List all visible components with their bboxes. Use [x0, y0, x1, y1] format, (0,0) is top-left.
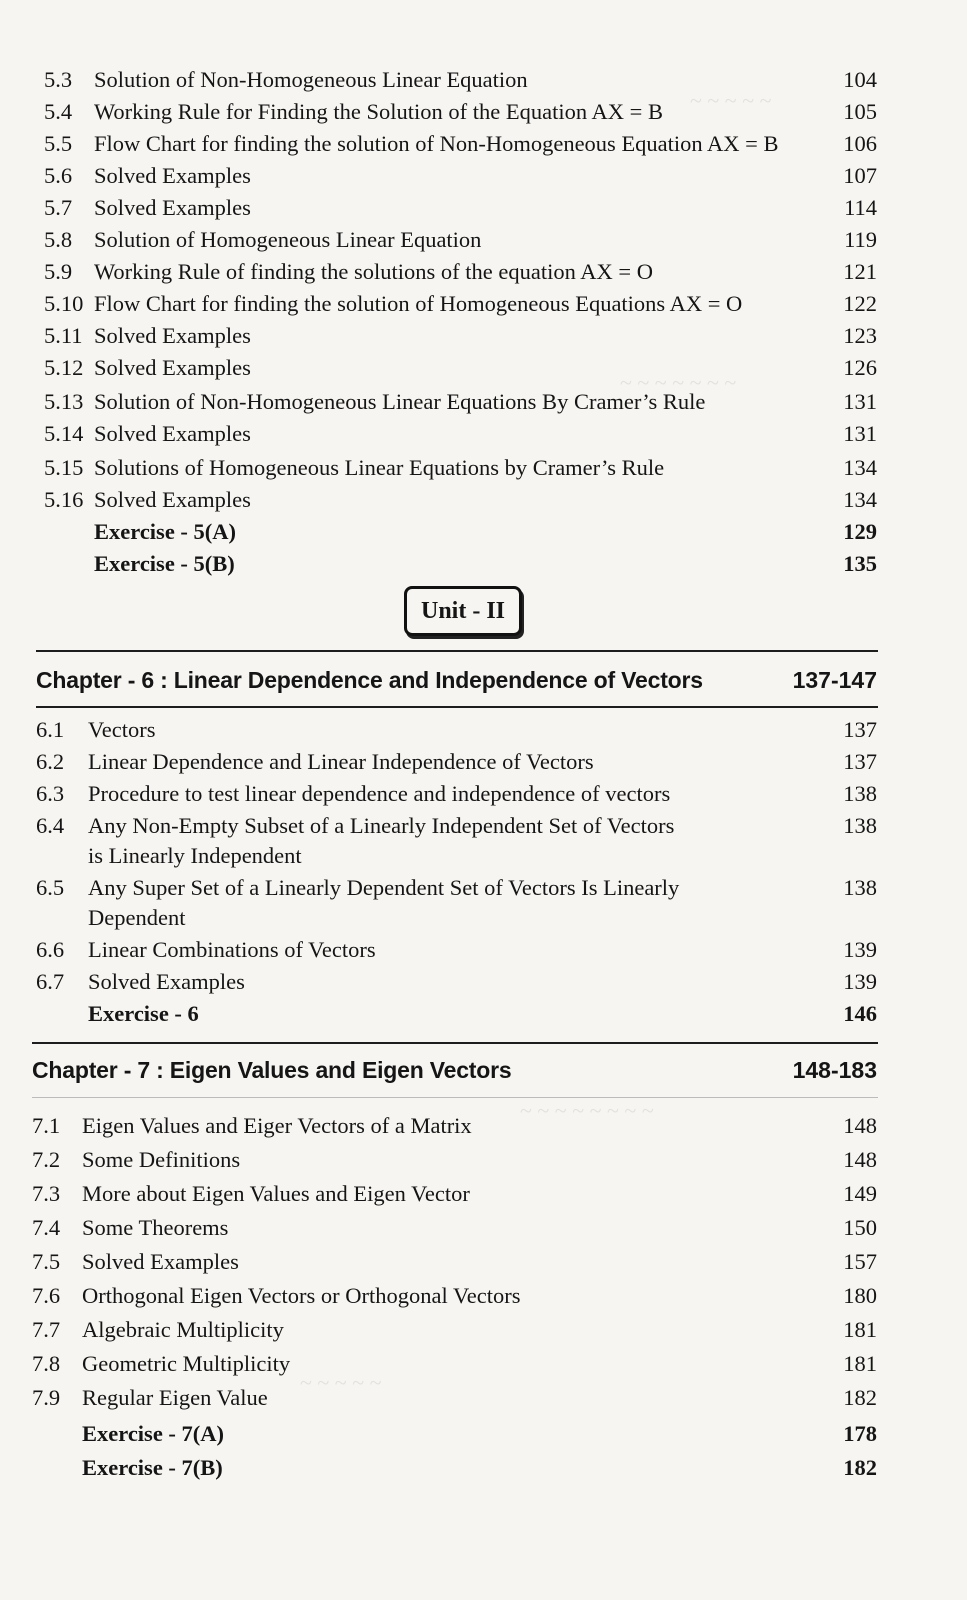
- section-title: Flow Chart for finding the solution of Non-Homogeneous Equation AX = B: [94, 131, 779, 156]
- chapter-6-heading: [0, 660, 967, 700]
- bleed-through-text: ~ ~ ~ ~ ~ ~ ~ ~: [520, 1098, 654, 1123]
- section-title: Solved Examples: [82, 1249, 239, 1274]
- toc-entry: [0, 96, 967, 128]
- page-number: 157: [843, 1249, 877, 1274]
- page-number: 137: [843, 749, 877, 774]
- section-title: Solved Examples: [88, 969, 245, 994]
- section-title: Solved Examples: [94, 355, 251, 380]
- toc-entry: [0, 484, 967, 516]
- toc-entry: [0, 192, 967, 224]
- page-number: 129: [843, 519, 877, 544]
- page-number: 150: [843, 1215, 877, 1240]
- page-number: 182: [843, 1385, 877, 1410]
- page-number: 137: [843, 717, 877, 742]
- section-title: More about Eigen Values and Eigen Vector: [82, 1181, 470, 1206]
- toc-entry: [0, 1314, 967, 1346]
- section-number: 7.2: [32, 1147, 61, 1172]
- section-number: 6.4: [36, 813, 65, 838]
- section-number: 7.1: [32, 1113, 61, 1138]
- page-number: 149: [843, 1181, 877, 1206]
- section-number: 5.15: [44, 455, 84, 480]
- page-number: 131: [843, 389, 877, 414]
- page-number: 107: [843, 163, 877, 188]
- exercise-title: Exercise - 5(A): [94, 519, 237, 544]
- page-number: 181: [843, 1351, 877, 1376]
- chapter-page-range: 137-147: [792, 667, 877, 693]
- toc-entry: [0, 288, 967, 320]
- section-number: 7.4: [32, 1215, 61, 1240]
- toc-entry: [0, 1382, 967, 1414]
- page-number: 138: [843, 781, 877, 806]
- section-title: Vectors: [88, 717, 156, 742]
- page-number: 131: [843, 421, 877, 446]
- section-title: Working Rule of finding the solutions of the equation AX = O: [94, 259, 653, 284]
- page-number: 148: [843, 1113, 877, 1138]
- toc-entry: [0, 934, 967, 966]
- section-number: 7.9: [32, 1385, 61, 1410]
- toc-entry: [0, 256, 967, 288]
- section-number: 5.7: [44, 195, 73, 220]
- exercise-title: Exercise - 7(B): [82, 1455, 223, 1480]
- page-number: 138: [843, 813, 877, 838]
- page-number: 105: [843, 99, 877, 124]
- page-number: 182: [843, 1455, 877, 1480]
- page-number: 119: [844, 227, 877, 252]
- toc-entry: [0, 714, 967, 746]
- page-number: 148: [843, 1147, 877, 1172]
- toc-entry-continuation: [0, 840, 967, 872]
- section-title: Geometric Multiplicity: [82, 1351, 291, 1376]
- page-number: 104: [843, 67, 877, 92]
- section-number: 6.6: [36, 937, 65, 962]
- section-number: 5.12: [44, 355, 84, 380]
- page-number: 138: [843, 875, 877, 900]
- section-title: Linear Combinations of Vectors: [88, 937, 376, 962]
- section-title: Solved Examples: [94, 323, 251, 348]
- section-number: 5.14: [44, 421, 84, 446]
- toc-entry: [0, 224, 967, 256]
- page-number: 134: [843, 455, 877, 480]
- divider-line: [36, 650, 878, 652]
- toc-entry: [0, 746, 967, 778]
- page-number: 146: [843, 1001, 877, 1026]
- toc-entry: [0, 160, 967, 192]
- toc-entry: [0, 516, 967, 548]
- toc-entry: [0, 64, 967, 96]
- section-number: 6.3: [36, 781, 65, 806]
- toc-entry: [0, 452, 967, 484]
- page-number: 122: [843, 291, 877, 316]
- toc-entry: [0, 1144, 967, 1176]
- section-number: 5.13: [44, 389, 84, 414]
- section-title: Any Super Set of a Linearly Dependent Set of Vectors Is Linearly: [88, 875, 680, 900]
- section-number: 5.11: [44, 323, 83, 348]
- section-number: 6.1: [36, 717, 65, 742]
- section-title: Solved Examples: [94, 487, 251, 512]
- toc-entry: [0, 1418, 967, 1450]
- toc-entry: [0, 548, 967, 580]
- bleed-through-text: ~ ~ ~ ~ ~: [690, 88, 772, 113]
- section-title: Solved Examples: [94, 195, 251, 220]
- page-number: 135: [843, 551, 877, 576]
- divider-line: [32, 1042, 878, 1044]
- section-title: Solution of Homogeneous Linear Equation: [94, 227, 482, 252]
- page-number: 126: [843, 355, 877, 380]
- page-number: 106: [843, 131, 877, 156]
- section-title: Working Rule for Finding the Solution of the Equation AX = B: [94, 99, 663, 124]
- section-title-continuation: Dependent: [88, 905, 186, 930]
- toc-entry: [0, 1178, 967, 1210]
- chapter-7-heading: [0, 1050, 967, 1090]
- chapter-title: Chapter - 7 : Eigen Values and Eigen Vectors: [32, 1057, 512, 1083]
- section-title: Algebraic Multiplicity: [82, 1317, 284, 1342]
- section-title: Some Theorems: [82, 1215, 229, 1240]
- section-number: 6.7: [36, 969, 65, 994]
- toc-entry: [0, 418, 967, 450]
- chapter-title: Chapter - 6 : Linear Dependence and Independence of Vectors: [36, 667, 703, 693]
- page-number: 121: [843, 259, 877, 284]
- section-number: 5.4: [44, 99, 73, 124]
- section-number: 7.5: [32, 1249, 61, 1274]
- toc-entry-continuation: [0, 902, 967, 934]
- section-title: Solved Examples: [94, 421, 251, 446]
- section-title: Solution of Non-Homogeneous Linear Equations By Cramer’s Rule: [94, 389, 706, 414]
- toc-entry: [0, 966, 967, 998]
- section-title: Orthogonal Eigen Vectors or Orthogonal Vectors: [82, 1283, 521, 1308]
- section-number: 7.6: [32, 1283, 61, 1308]
- section-number: 5.16: [44, 487, 84, 512]
- toc-entry: [0, 1246, 967, 1278]
- section-number: 5.9: [44, 259, 73, 284]
- section-title: Linear Dependence and Linear Independence of Vectors: [88, 749, 594, 774]
- section-title: Solved Examples: [94, 163, 251, 188]
- section-number: 5.6: [44, 163, 73, 188]
- page-number: 134: [843, 487, 877, 512]
- section-title: Regular Eigen Value: [82, 1385, 268, 1410]
- section-title: Flow Chart for finding the solution of Homogeneous Equations AX = O: [94, 291, 743, 316]
- bleed-through-text: ~ ~ ~ ~ ~ ~ ~: [620, 370, 737, 395]
- section-title: Eigen Values and Eiger Vectors of a Matrix: [82, 1113, 472, 1138]
- exercise-title: Exercise - 5(B): [94, 551, 235, 576]
- section-number: 7.8: [32, 1351, 61, 1376]
- toc-entry: [0, 1110, 967, 1142]
- page-number: 123: [843, 323, 877, 348]
- toc-entry: [0, 778, 967, 810]
- page-number: 139: [843, 969, 877, 994]
- section-title: Solutions of Homogeneous Linear Equations by Cramer’s Rule: [94, 455, 665, 480]
- toc-entry: [0, 1280, 967, 1312]
- divider-line: [32, 1097, 878, 1098]
- toc-entry: [0, 810, 967, 842]
- toc-entry: [0, 1452, 967, 1484]
- exercise-title: Exercise - 6: [88, 1001, 199, 1026]
- page-number: 181: [843, 1317, 877, 1342]
- section-title: Procedure to test linear dependence and independence of vectors: [88, 781, 671, 806]
- toc-entry: [0, 352, 967, 384]
- toc-entry: [0, 1212, 967, 1244]
- bleed-through-text: ~ ~ ~ ~ ~: [300, 1370, 382, 1395]
- section-number: 6.5: [36, 875, 65, 900]
- section-title: Solution of Non-Homogeneous Linear Equation: [94, 67, 528, 92]
- toc-entry: [0, 872, 967, 904]
- section-number: 6.2: [36, 749, 65, 774]
- toc-entry: [0, 386, 967, 418]
- section-number: 5.10: [44, 291, 84, 316]
- section-title: Some Definitions: [82, 1147, 241, 1172]
- page-number: 178: [843, 1421, 877, 1446]
- chapter-page-range: 148-183: [792, 1057, 877, 1083]
- toc-entry: [0, 320, 967, 352]
- page-number: 139: [843, 937, 877, 962]
- section-number: 5.3: [44, 67, 73, 92]
- section-title: Any Non-Empty Subset of a Linearly Independent Set of Vectors: [88, 813, 675, 838]
- section-title-continuation: is Linearly Independent: [88, 843, 302, 868]
- unit-label-box: Unit - II: [404, 586, 522, 636]
- section-number: 7.7: [32, 1317, 61, 1342]
- toc-entry: [0, 998, 967, 1030]
- section-number: 5.8: [44, 227, 73, 252]
- divider-line: [36, 706, 878, 708]
- page-number: 114: [844, 195, 877, 220]
- page-number: 180: [843, 1283, 877, 1308]
- exercise-title: Exercise - 7(A): [82, 1421, 225, 1446]
- toc-entry: [0, 128, 967, 160]
- toc-entry: [0, 1348, 967, 1380]
- section-number: 7.3: [32, 1181, 61, 1206]
- section-number: 5.5: [44, 131, 73, 156]
